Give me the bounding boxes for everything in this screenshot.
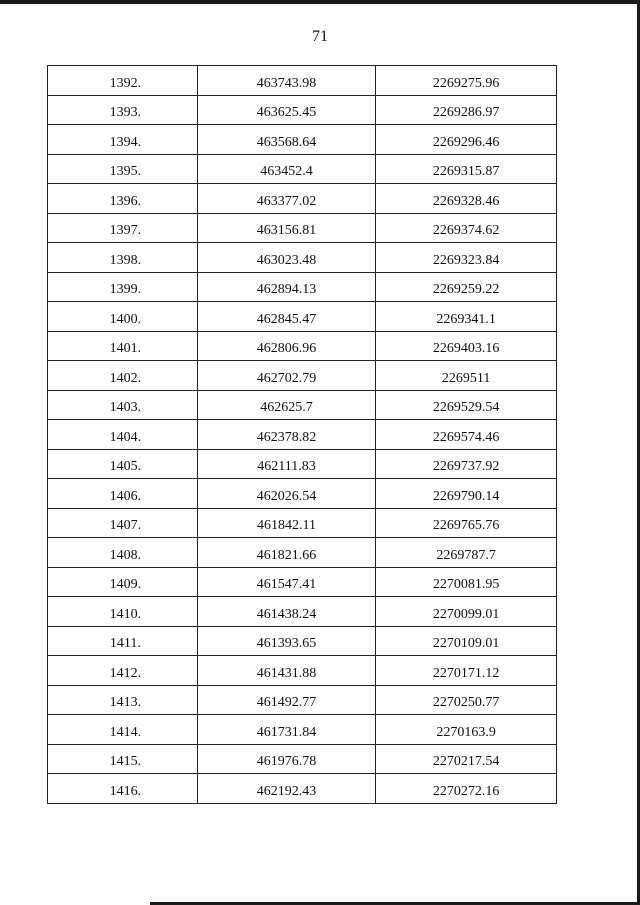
point-number-cell: 1396. <box>48 184 198 214</box>
x-coordinate-cell: 461976.78 <box>197 744 376 774</box>
point-number-cell: 1402. <box>48 361 198 391</box>
y-coordinate-cell: 2269286.97 <box>376 95 557 125</box>
x-coordinate-cell: 462192.43 <box>197 774 376 804</box>
table-row <box>48 774 557 804</box>
x-coordinate-cell: 462111.83 <box>197 449 376 479</box>
x-coordinate-cell: 462625.7 <box>197 390 376 420</box>
point-number-cell: 1413. <box>48 685 198 715</box>
y-coordinate-cell: 2270099.01 <box>376 597 557 627</box>
y-coordinate-cell: 2270272.16 <box>376 774 557 804</box>
x-coordinate-cell: 462894.13 <box>197 272 376 302</box>
point-number-cell: 1394. <box>48 125 198 155</box>
table-row <box>48 272 557 302</box>
x-coordinate-cell: 461438.24 <box>197 597 376 627</box>
point-number-cell: 1401. <box>48 331 198 361</box>
point-number-cell: 1404. <box>48 420 198 450</box>
point-number-cell: 1400. <box>48 302 198 332</box>
y-coordinate-cell: 2270081.95 <box>376 567 557 597</box>
x-coordinate-cell: 461393.65 <box>197 626 376 656</box>
table-row <box>48 213 557 243</box>
x-coordinate-cell: 462026.54 <box>197 479 376 509</box>
x-coordinate-cell: 463625.45 <box>197 95 376 125</box>
point-number-cell: 1410. <box>48 597 198 627</box>
x-coordinate-cell: 463452.4 <box>197 154 376 184</box>
point-number-cell: 1393. <box>48 95 198 125</box>
table-row <box>48 390 557 420</box>
y-coordinate-cell: 2269328.46 <box>376 184 557 214</box>
x-coordinate-cell: 461547.41 <box>197 567 376 597</box>
point-number-cell: 1409. <box>48 567 198 597</box>
y-coordinate-cell: 2270250.77 <box>376 685 557 715</box>
x-coordinate-cell: 462378.82 <box>197 420 376 450</box>
point-number-cell: 1406. <box>48 479 198 509</box>
page-number: 71 <box>312 28 328 45</box>
y-coordinate-cell: 2269259.22 <box>376 272 557 302</box>
y-coordinate-cell: 2269403.16 <box>376 331 557 361</box>
x-coordinate-cell: 461842.11 <box>197 508 376 538</box>
table-row <box>48 567 557 597</box>
scan-border-top <box>0 0 640 4</box>
point-number-cell: 1397. <box>48 213 198 243</box>
table-row <box>48 420 557 450</box>
point-number-cell: 1415. <box>48 744 198 774</box>
x-coordinate-cell: 462702.79 <box>197 361 376 391</box>
y-coordinate-cell: 2269787.7 <box>376 538 557 568</box>
x-coordinate-cell: 461431.88 <box>197 656 376 686</box>
table-row <box>48 331 557 361</box>
x-coordinate-cell: 461492.77 <box>197 685 376 715</box>
y-coordinate-cell: 2269737.92 <box>376 449 557 479</box>
y-coordinate-cell: 2269275.96 <box>376 66 557 96</box>
y-coordinate-cell: 2269511 <box>376 361 557 391</box>
x-coordinate-cell: 463743.98 <box>197 66 376 96</box>
x-coordinate-cell: 461731.84 <box>197 715 376 745</box>
point-number-cell: 1399. <box>48 272 198 302</box>
y-coordinate-cell: 2269315.87 <box>376 154 557 184</box>
table-row <box>48 626 557 656</box>
table-row <box>48 154 557 184</box>
x-coordinate-cell: 463156.81 <box>197 213 376 243</box>
table-row <box>48 685 557 715</box>
table-row <box>48 95 557 125</box>
table-row <box>48 66 557 96</box>
table-row <box>48 361 557 391</box>
y-coordinate-cell: 2269529.54 <box>376 390 557 420</box>
x-coordinate-cell: 463023.48 <box>197 243 376 273</box>
x-coordinate-cell: 461821.66 <box>197 538 376 568</box>
point-number-cell: 1407. <box>48 508 198 538</box>
table-row <box>48 125 557 155</box>
table-row <box>48 243 557 273</box>
table-row <box>48 508 557 538</box>
table-row <box>48 479 557 509</box>
y-coordinate-cell: 2269323.84 <box>376 243 557 273</box>
x-coordinate-cell: 463377.02 <box>197 184 376 214</box>
y-coordinate-cell: 2270109.01 <box>376 626 557 656</box>
table-row <box>48 302 557 332</box>
x-coordinate-cell: 462806.96 <box>197 331 376 361</box>
table-row <box>48 597 557 627</box>
y-coordinate-cell: 2269790.14 <box>376 479 557 509</box>
y-coordinate-cell: 2269341.1 <box>376 302 557 332</box>
y-coordinate-cell: 2269296.46 <box>376 125 557 155</box>
table-row <box>48 715 557 745</box>
x-coordinate-cell: 462845.47 <box>197 302 376 332</box>
table-row <box>48 656 557 686</box>
y-coordinate-cell: 2270171.12 <box>376 656 557 686</box>
point-number-cell: 1412. <box>48 656 198 686</box>
table-row <box>48 449 557 479</box>
coordinates-table-body <box>48 66 557 804</box>
y-coordinate-cell: 2269765.76 <box>376 508 557 538</box>
point-number-cell: 1408. <box>48 538 198 568</box>
y-coordinate-cell: 2270163.9 <box>376 715 557 745</box>
point-number-cell: 1395. <box>48 154 198 184</box>
table-row <box>48 184 557 214</box>
point-number-cell: 1403. <box>48 390 198 420</box>
point-number-cell: 1411. <box>48 626 198 656</box>
point-number-cell: 1398. <box>48 243 198 273</box>
y-coordinate-cell: 2269374.62 <box>376 213 557 243</box>
table-row <box>48 744 557 774</box>
point-number-cell: 1414. <box>48 715 198 745</box>
point-number-cell: 1416. <box>48 774 198 804</box>
y-coordinate-cell: 2269574.46 <box>376 420 557 450</box>
x-coordinate-cell: 463568.64 <box>197 125 376 155</box>
point-number-cell: 1392. <box>48 66 198 96</box>
coordinates-table <box>47 65 557 804</box>
y-coordinate-cell: 2270217.54 <box>376 744 557 774</box>
table-row <box>48 538 557 568</box>
point-number-cell: 1405. <box>48 449 198 479</box>
